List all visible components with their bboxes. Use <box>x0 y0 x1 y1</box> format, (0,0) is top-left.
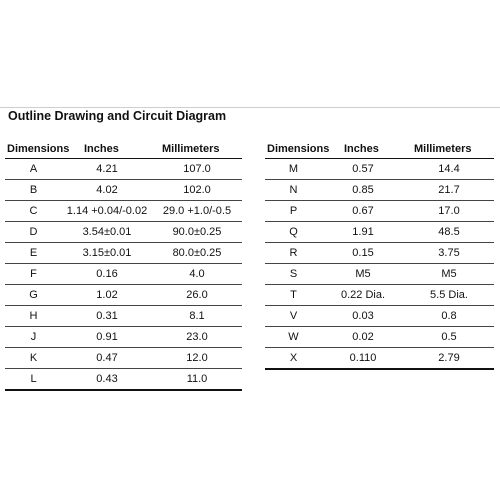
millimeters-cell: 26.0 <box>152 285 242 306</box>
millimeters-cell: 0.5 <box>404 327 494 348</box>
table-header-row <box>265 140 494 159</box>
table-header-row <box>5 140 242 159</box>
dimension-cell: F <box>5 264 62 285</box>
millimeters-cell: 11.0 <box>152 369 242 391</box>
table-row <box>265 327 494 348</box>
millimeters-cell: 2.79 <box>404 348 494 370</box>
dimension-cell: M <box>265 159 322 180</box>
inches-cell: 0.57 <box>322 159 404 180</box>
inches-cell: 0.03 <box>322 306 404 327</box>
table-row <box>5 348 242 369</box>
inches-cell: 1.02 <box>62 285 152 306</box>
dimension-cell: W <box>265 327 322 348</box>
dimension-cell: V <box>265 306 322 327</box>
header-millimeters: Millimeters <box>404 140 494 159</box>
inches-cell: 0.110 <box>322 348 404 370</box>
table-row <box>5 159 242 180</box>
table-row <box>5 327 242 348</box>
dimension-cell: P <box>265 201 322 222</box>
table-row <box>5 285 242 306</box>
header-inches: Inches <box>62 140 152 159</box>
millimeters-cell: 107.0 <box>152 159 242 180</box>
millimeters-cell: 5.5 Dia. <box>404 285 494 306</box>
inches-cell: 3.15±0.01 <box>62 243 152 264</box>
millimeters-cell: 48.5 <box>404 222 494 243</box>
inches-cell: 0.22 Dia. <box>322 285 404 306</box>
millimeters-cell: 29.0 +1.0/-0.5 <box>152 201 242 222</box>
dimension-cell: E <box>5 243 62 264</box>
inches-cell: 0.67 <box>322 201 404 222</box>
inches-cell: 3.54±0.01 <box>62 222 152 243</box>
inches-cell: 0.43 <box>62 369 152 391</box>
table-row <box>265 243 494 264</box>
dimension-cell: C <box>5 201 62 222</box>
millimeters-cell: 3.75 <box>404 243 494 264</box>
dimension-cell: Q <box>265 222 322 243</box>
header-millimeters: Millimeters <box>152 140 242 159</box>
table-row <box>5 264 242 285</box>
millimeters-cell: M5 <box>404 264 494 285</box>
section-divider <box>0 107 500 108</box>
inches-cell: 4.21 <box>62 159 152 180</box>
inches-cell: 4.02 <box>62 180 152 201</box>
millimeters-cell: 90.0±0.25 <box>152 222 242 243</box>
table-row <box>265 264 494 285</box>
table-row <box>5 201 242 222</box>
dimension-cell: T <box>265 285 322 306</box>
section-title: Outline Drawing and Circuit Diagram <box>8 109 227 123</box>
dimension-cell: H <box>5 306 62 327</box>
inches-cell: 1.14 +0.04/-0.02 <box>62 201 152 222</box>
dimension-cell: K <box>5 348 62 369</box>
table-row <box>265 201 494 222</box>
header-dimensions: Dimensions <box>5 140 62 159</box>
dimension-cell: S <box>265 264 322 285</box>
millimeters-cell: 8.1 <box>152 306 242 327</box>
millimeters-cell: 12.0 <box>152 348 242 369</box>
dimension-cell: D <box>5 222 62 243</box>
dimensions-table-left <box>5 140 242 391</box>
table-row <box>5 306 242 327</box>
millimeters-cell: 17.0 <box>404 201 494 222</box>
inches-cell: 0.91 <box>62 327 152 348</box>
inches-cell: 0.31 <box>62 306 152 327</box>
table-row <box>265 348 494 370</box>
millimeters-cell: 0.8 <box>404 306 494 327</box>
millimeters-cell: 80.0±0.25 <box>152 243 242 264</box>
millimeters-cell: 102.0 <box>152 180 242 201</box>
inches-cell: 0.02 <box>322 327 404 348</box>
table-row <box>265 159 494 180</box>
inches-cell: 1.91 <box>322 222 404 243</box>
dimensions-table-right <box>265 140 494 370</box>
dimension-cell: L <box>5 369 62 391</box>
table-row <box>5 369 242 391</box>
dimension-cell: B <box>5 180 62 201</box>
inches-cell: 0.85 <box>322 180 404 201</box>
header-dimensions: Dimensions <box>265 140 322 159</box>
dimension-cell: G <box>5 285 62 306</box>
table-row <box>5 222 242 243</box>
millimeters-cell: 21.7 <box>404 180 494 201</box>
header-inches: Inches <box>322 140 404 159</box>
dimension-cell: A <box>5 159 62 180</box>
table-row <box>265 180 494 201</box>
dimension-cell: N <box>265 180 322 201</box>
table-row <box>265 285 494 306</box>
dimension-cell: J <box>5 327 62 348</box>
dimension-cell: X <box>265 348 322 370</box>
inches-cell: 0.15 <box>322 243 404 264</box>
millimeters-cell: 14.4 <box>404 159 494 180</box>
dimension-cell: R <box>265 243 322 264</box>
table-row <box>5 180 242 201</box>
table-row <box>265 306 494 327</box>
inches-cell: 0.47 <box>62 348 152 369</box>
millimeters-cell: 23.0 <box>152 327 242 348</box>
inches-cell: 0.16 <box>62 264 152 285</box>
table-row <box>265 222 494 243</box>
millimeters-cell: 4.0 <box>152 264 242 285</box>
inches-cell: M5 <box>322 264 404 285</box>
table-row <box>5 243 242 264</box>
